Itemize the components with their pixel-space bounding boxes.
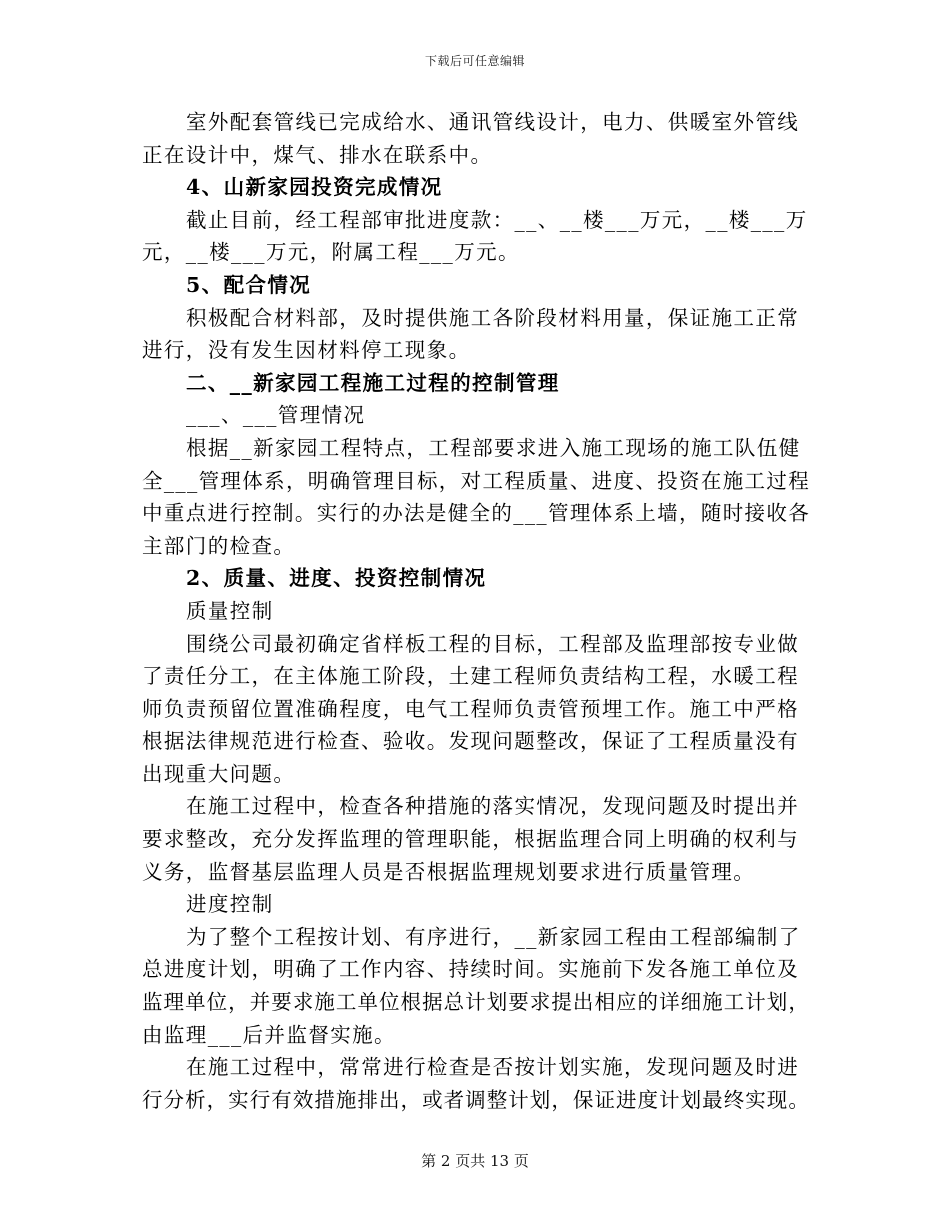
text-line: 由监理___后并监督实施。 xyxy=(142,1022,396,1047)
text-line: 积极配合材料部，及时提供施工各阶段材料用量，保证施工正常 xyxy=(186,305,800,330)
text-line: 在施工过程中，检查各种措施的落实情况，发现问题及时提出并 xyxy=(186,794,800,819)
text-line: 截止目前，经工程部审批进度款：__、__楼___万元，__楼___万 xyxy=(186,207,808,232)
text-line: 中重点进行控制。实行的办法是健全的___管理体系上墙，随时接收各 xyxy=(142,501,811,526)
text-line: 根据__新家园工程特点，工程部要求进入施工现场的施工队伍健 xyxy=(186,435,801,460)
text-line: 出现重大问题。 xyxy=(142,761,296,786)
text-line: 义务，监督基层监理人员是否根据监理规划要求进行质量管理。 xyxy=(142,859,756,884)
text-line: 为了整个工程按计划、有序进行，__新家园工程由工程部编制了 xyxy=(186,924,801,949)
text-line: 质量控制 xyxy=(186,598,274,623)
section-heading: 2、质量、进度、投资控制情况 xyxy=(186,566,487,591)
document-body xyxy=(142,106,810,1116)
page-header: 下载后可任意编辑 xyxy=(424,54,525,68)
text-line: 监理单位，并要求施工单位根据总计划要求提出相应的详细施工计划， xyxy=(142,990,810,1015)
section-heading: 二、__新家园工程施工过程的控制管理 xyxy=(186,370,560,395)
page-number: 第 2 页共 13 页 xyxy=(421,1152,529,1170)
text-line: 进度控制 xyxy=(186,892,274,917)
text-line: 正在设计中，煤气、排水在联系中。 xyxy=(142,142,493,167)
text-line: 在施工过程中，常常进行检查是否按计划实施，发现问题及时进 xyxy=(186,1055,800,1080)
text-line: 围绕公司最初确定省样板工程的目标，工程部及监理部按专业做 xyxy=(186,631,800,656)
text-line: 要求整改，充分发挥监理的管理职能，根据监理合同上明确的权利与 xyxy=(142,827,799,852)
text-line: 总进度计划，明确了工作内容、持续时间。实施前下发各施工单位及 xyxy=(142,957,799,982)
text-line: 了责任分工，在主体施工阶段，土建工程师负责结构工程，水暖工程 xyxy=(142,664,799,689)
text-line: 行分析，实行有效措施排出，或者调整计划，保证进度计划最终实现。 xyxy=(142,1087,810,1112)
text-line: 全___管理体系，明确管理目标，对工程质量、进度、投资在施工过程 xyxy=(142,468,811,493)
text-line: 元，__楼___万元，附属工程___万元。 xyxy=(142,240,520,265)
section-heading: 4、山新家园投资完成情况 xyxy=(186,175,443,200)
text-line: 师负责预留位置准确程度，电气工程师负责管预埋工作。施工中严格 xyxy=(142,696,799,721)
text-line: 根据法律规范进行检查、验收。发现问题整改，保证了工程质量没有 xyxy=(142,729,799,754)
text-line: 主部门的检查。 xyxy=(142,533,296,558)
text-line: 室外配套管线已完成给水、通讯管线设计，电力、供暖室外管线 xyxy=(186,110,800,134)
section-heading: 5、配合情况 xyxy=(186,272,312,297)
text-line: ___、___管理情况 xyxy=(186,403,366,428)
text-line: 进行，没有发生因材料停工现象。 xyxy=(142,338,471,363)
